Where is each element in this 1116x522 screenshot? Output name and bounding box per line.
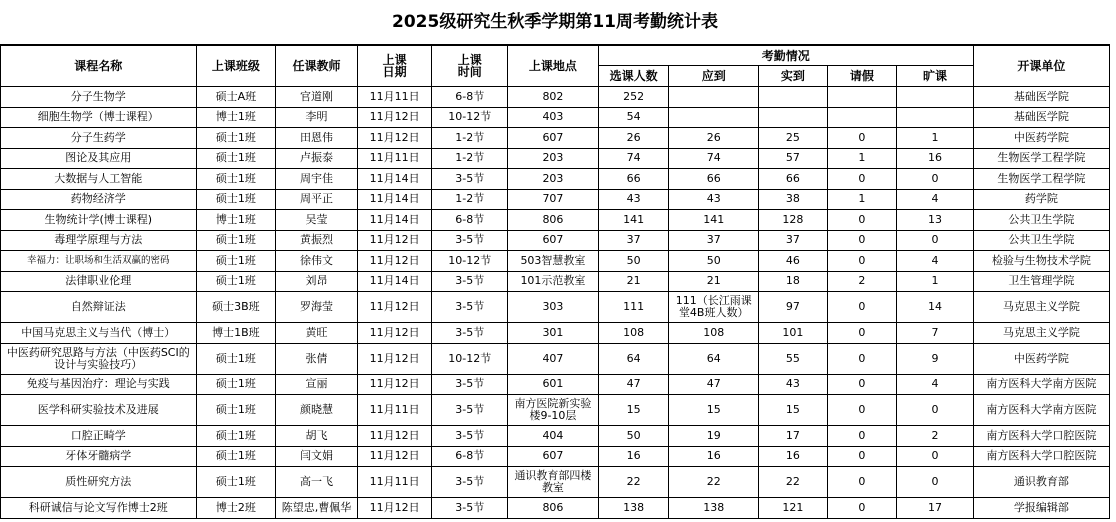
header-teacher: 任课教师 — [276, 46, 358, 87]
cell-enrolled: 252 — [598, 87, 669, 108]
cell-unit: 马克思主义学院 — [973, 292, 1109, 323]
cell-absent: 4 — [897, 189, 974, 210]
cell-class: 硕士1班 — [196, 271, 276, 292]
cell-actual: 101 — [759, 323, 828, 344]
cell-unit: 基础医学院 — [973, 87, 1109, 108]
cell-course: 图论及其应用 — [1, 148, 197, 169]
cell-leave: 0 — [827, 467, 897, 498]
header-date: 上课日期 — [357, 46, 432, 87]
cell-location: 403 — [508, 107, 599, 128]
cell-absent: 0 — [897, 467, 974, 498]
table-row — [1, 323, 1110, 344]
cell-teacher: 徐伟文 — [276, 251, 358, 272]
cell-leave: 2 — [827, 271, 897, 292]
cell-course: 幸福力：让职场和生活双赢的密码 — [1, 251, 197, 272]
cell-actual: 38 — [759, 189, 828, 210]
header-attendance-group: 考勤情况 — [598, 46, 973, 66]
cell-date: 11月11日 — [357, 148, 432, 169]
cell-absent: 0 — [897, 230, 974, 251]
cell-location: 203 — [508, 169, 599, 190]
cell-absent — [897, 87, 974, 108]
cell-location: 607 — [508, 230, 599, 251]
cell-course: 科研诚信与论文写作博士2班 — [1, 498, 197, 519]
cell-actual: 43 — [759, 374, 828, 395]
cell-teacher: 颜晓慧 — [276, 395, 358, 426]
cell-expected — [669, 107, 759, 128]
table-row — [1, 189, 1110, 210]
cell-location: 607 — [508, 446, 599, 467]
cell-actual: 128 — [759, 210, 828, 231]
cell-time: 3-5节 — [432, 467, 508, 498]
cell-class: 硕士1班 — [196, 251, 276, 272]
cell-leave: 0 — [827, 446, 897, 467]
cell-date: 11月12日 — [357, 230, 432, 251]
table-row — [1, 271, 1110, 292]
cell-unit: 公共卫生学院 — [973, 210, 1109, 231]
cell-course: 分子生物学 — [1, 87, 197, 108]
cell-actual — [759, 87, 828, 108]
cell-actual: 15 — [759, 395, 828, 426]
cell-course: 自然辩证法 — [1, 292, 197, 323]
attendance-table — [0, 45, 1110, 519]
cell-location: 607 — [508, 128, 599, 149]
cell-unit: 生物医学工程学院 — [973, 148, 1109, 169]
cell-class: 硕士1班 — [196, 426, 276, 447]
cell-date: 11月12日 — [357, 498, 432, 519]
cell-time: 3-5节 — [432, 395, 508, 426]
cell-expected: 15 — [669, 395, 759, 426]
cell-location: 707 — [508, 189, 599, 210]
cell-leave: 1 — [827, 189, 897, 210]
cell-unit: 南方医科大学南方医院 — [973, 395, 1109, 426]
cell-time: 3-5节 — [432, 498, 508, 519]
table-row — [1, 498, 1110, 519]
cell-teacher: 刘昂 — [276, 271, 358, 292]
cell-location: 806 — [508, 498, 599, 519]
cell-actual: 57 — [759, 148, 828, 169]
cell-actual: 25 — [759, 128, 828, 149]
cell-location: 南方医院新实验楼9-10层 — [508, 395, 599, 426]
cell-class: 硕士1班 — [196, 395, 276, 426]
cell-leave: 0 — [827, 498, 897, 519]
cell-class: 博士1班 — [196, 210, 276, 231]
cell-teacher: 胡飞 — [276, 426, 358, 447]
cell-actual: 16 — [759, 446, 828, 467]
header-course: 课程名称 — [1, 46, 197, 87]
cell-expected: 64 — [669, 343, 759, 374]
cell-expected: 108 — [669, 323, 759, 344]
cell-leave: 0 — [827, 343, 897, 374]
cell-enrolled: 50 — [598, 251, 669, 272]
cell-unit: 南方医科大学口腔医院 — [973, 426, 1109, 447]
cell-unit: 中医药学院 — [973, 128, 1109, 149]
cell-unit: 公共卫生学院 — [973, 230, 1109, 251]
cell-leave — [827, 87, 897, 108]
cell-time: 10-12节 — [432, 343, 508, 374]
cell-expected: 37 — [669, 230, 759, 251]
cell-teacher: 宣丽 — [276, 374, 358, 395]
cell-leave: 1 — [827, 148, 897, 169]
cell-date: 11月11日 — [357, 467, 432, 498]
header-location: 上课地点 — [508, 46, 599, 87]
cell-time: 10-12节 — [432, 107, 508, 128]
cell-absent: 13 — [897, 210, 974, 231]
cell-course: 医学科研实验技术及进展 — [1, 395, 197, 426]
cell-location: 404 — [508, 426, 599, 447]
cell-enrolled: 15 — [598, 395, 669, 426]
cell-leave: 0 — [827, 426, 897, 447]
cell-class: 博士1班 — [196, 107, 276, 128]
cell-unit: 学报编辑部 — [973, 498, 1109, 519]
table-row — [1, 467, 1110, 498]
cell-course: 生物统计学(博士课程) — [1, 210, 197, 231]
cell-course: 法律职业伦理 — [1, 271, 197, 292]
cell-class: 博士1B班 — [196, 323, 276, 344]
cell-teacher: 周宇佳 — [276, 169, 358, 190]
cell-location: 303 — [508, 292, 599, 323]
cell-unit: 南方医科大学南方医院 — [973, 374, 1109, 395]
cell-course: 口腔正畸学 — [1, 426, 197, 447]
cell-time: 3-5节 — [432, 323, 508, 344]
cell-absent: 1 — [897, 128, 974, 149]
cell-enrolled: 16 — [598, 446, 669, 467]
table-row — [1, 128, 1110, 149]
cell-actual: 18 — [759, 271, 828, 292]
cell-course: 分子生药学 — [1, 128, 197, 149]
cell-teacher: 张倩 — [276, 343, 358, 374]
table-row — [1, 374, 1110, 395]
cell-actual: 22 — [759, 467, 828, 498]
cell-time: 10-12节 — [432, 251, 508, 272]
cell-absent: 0 — [897, 395, 974, 426]
cell-enrolled: 74 — [598, 148, 669, 169]
sheet-title: 2025级研究生秋季学期第11周考勤统计表 — [0, 0, 1110, 45]
cell-actual: 37 — [759, 230, 828, 251]
cell-location: 101示范教室 — [508, 271, 599, 292]
cell-unit: 基础医学院 — [973, 107, 1109, 128]
cell-course: 质性研究方法 — [1, 467, 197, 498]
cell-teacher: 官道刚 — [276, 87, 358, 108]
cell-date: 11月12日 — [357, 292, 432, 323]
cell-class: 硕士3B班 — [196, 292, 276, 323]
cell-absent: 4 — [897, 374, 974, 395]
cell-course: 毒理学原理与方法 — [1, 230, 197, 251]
cell-absent: 16 — [897, 148, 974, 169]
cell-enrolled: 21 — [598, 271, 669, 292]
cell-absent: 2 — [897, 426, 974, 447]
cell-leave — [827, 107, 897, 128]
cell-actual: 66 — [759, 169, 828, 190]
cell-time: 3-5节 — [432, 230, 508, 251]
cell-teacher: 李明 — [276, 107, 358, 128]
cell-date: 11月14日 — [357, 271, 432, 292]
cell-location: 806 — [508, 210, 599, 231]
header-enrolled: 选课人数 — [598, 66, 669, 87]
cell-expected: 50 — [669, 251, 759, 272]
cell-enrolled: 26 — [598, 128, 669, 149]
cell-location: 802 — [508, 87, 599, 108]
cell-location: 407 — [508, 343, 599, 374]
cell-teacher: 闫文娟 — [276, 446, 358, 467]
header-class: 上课班级 — [196, 46, 276, 87]
cell-enrolled: 66 — [598, 169, 669, 190]
table-row — [1, 395, 1110, 426]
cell-expected: 16 — [669, 446, 759, 467]
cell-time: 6-8节 — [432, 87, 508, 108]
cell-expected: 141 — [669, 210, 759, 231]
table-row — [1, 292, 1110, 323]
cell-absent: 17 — [897, 498, 974, 519]
cell-date: 11月12日 — [357, 426, 432, 447]
cell-enrolled: 108 — [598, 323, 669, 344]
cell-teacher: 黄旺 — [276, 323, 358, 344]
cell-date: 11月12日 — [357, 446, 432, 467]
cell-teacher: 罗海莹 — [276, 292, 358, 323]
cell-expected: 22 — [669, 467, 759, 498]
cell-date: 11月14日 — [357, 210, 432, 231]
cell-class: 硕士1班 — [196, 169, 276, 190]
cell-unit: 马克思主义学院 — [973, 323, 1109, 344]
cell-leave: 0 — [827, 374, 897, 395]
cell-leave: 0 — [827, 395, 897, 426]
cell-leave: 0 — [827, 169, 897, 190]
cell-date: 11月12日 — [357, 128, 432, 149]
cell-unit: 通识教育部 — [973, 467, 1109, 498]
table-row — [1, 343, 1110, 374]
cell-time: 6-8节 — [432, 446, 508, 467]
cell-absent: 0 — [897, 446, 974, 467]
table-row — [1, 210, 1110, 231]
cell-unit: 南方医科大学口腔医院 — [973, 446, 1109, 467]
cell-class: 硕士1班 — [196, 374, 276, 395]
cell-expected: 47 — [669, 374, 759, 395]
cell-date: 11月12日 — [357, 107, 432, 128]
cell-class: 硕士1班 — [196, 446, 276, 467]
cell-class: 博士2班 — [196, 498, 276, 519]
header-leave: 请假 — [827, 66, 897, 87]
header-absent: 旷课 — [897, 66, 974, 87]
cell-class: 硕士1班 — [196, 230, 276, 251]
cell-time: 3-5节 — [432, 426, 508, 447]
cell-location: 203 — [508, 148, 599, 169]
cell-course: 中医药研究思路与方法（中医药SCI的设计与实验技巧） — [1, 343, 197, 374]
cell-time: 3-5节 — [432, 374, 508, 395]
cell-teacher: 黄振烈 — [276, 230, 358, 251]
cell-actual: 46 — [759, 251, 828, 272]
cell-date: 11月12日 — [357, 343, 432, 374]
cell-absent: 9 — [897, 343, 974, 374]
cell-class: 硕士1班 — [196, 148, 276, 169]
table-row — [1, 446, 1110, 467]
cell-date: 11月14日 — [357, 189, 432, 210]
cell-absent: 1 — [897, 271, 974, 292]
table-row — [1, 230, 1110, 251]
cell-enrolled: 43 — [598, 189, 669, 210]
cell-time: 3-5节 — [432, 169, 508, 190]
header-expected: 应到 — [669, 66, 759, 87]
cell-location: 503智慧教室 — [508, 251, 599, 272]
cell-enrolled: 54 — [598, 107, 669, 128]
cell-expected: 74 — [669, 148, 759, 169]
cell-time: 1-2节 — [432, 148, 508, 169]
cell-course: 牙体牙髓病学 — [1, 446, 197, 467]
cell-unit: 药学院 — [973, 189, 1109, 210]
cell-actual: 121 — [759, 498, 828, 519]
cell-date: 11月14日 — [357, 169, 432, 190]
table-row — [1, 87, 1110, 108]
cell-enrolled: 138 — [598, 498, 669, 519]
cell-date: 11月12日 — [357, 251, 432, 272]
cell-location: 通识教育部四楼教室 — [508, 467, 599, 498]
cell-expected — [669, 87, 759, 108]
table-row — [1, 169, 1110, 190]
cell-class: 硕士1班 — [196, 128, 276, 149]
cell-teacher: 周平正 — [276, 189, 358, 210]
cell-unit: 生物医学工程学院 — [973, 169, 1109, 190]
cell-absent: 4 — [897, 251, 974, 272]
cell-time: 3-5节 — [432, 292, 508, 323]
cell-leave: 0 — [827, 128, 897, 149]
cell-teacher: 高一飞 — [276, 467, 358, 498]
cell-leave: 0 — [827, 292, 897, 323]
cell-expected: 138 — [669, 498, 759, 519]
table-body — [1, 87, 1110, 519]
header-row-1 — [1, 46, 1110, 66]
cell-teacher: 吴莹 — [276, 210, 358, 231]
cell-class: 硕士1班 — [196, 343, 276, 374]
cell-location: 301 — [508, 323, 599, 344]
cell-absent: 7 — [897, 323, 974, 344]
cell-date: 11月11日 — [357, 395, 432, 426]
cell-time: 6-8节 — [432, 210, 508, 231]
cell-class: 硕士A班 — [196, 87, 276, 108]
cell-enrolled: 37 — [598, 230, 669, 251]
cell-leave: 0 — [827, 210, 897, 231]
header-time: 上课时间 — [432, 46, 508, 87]
cell-expected: 66 — [669, 169, 759, 190]
cell-enrolled: 64 — [598, 343, 669, 374]
cell-actual: 55 — [759, 343, 828, 374]
cell-location: 601 — [508, 374, 599, 395]
cell-course: 细胞生物学（博士课程） — [1, 107, 197, 128]
cell-unit: 检验与生物技术学院 — [973, 251, 1109, 272]
header-unit: 开课单位 — [973, 46, 1109, 87]
cell-leave: 0 — [827, 251, 897, 272]
cell-expected: 26 — [669, 128, 759, 149]
header-actual: 实到 — [759, 66, 828, 87]
cell-date: 11月11日 — [357, 87, 432, 108]
cell-class: 硕士1班 — [196, 189, 276, 210]
table-row — [1, 107, 1110, 128]
cell-expected: 43 — [669, 189, 759, 210]
cell-absent: 0 — [897, 169, 974, 190]
cell-time: 1-2节 — [432, 189, 508, 210]
cell-leave: 0 — [827, 230, 897, 251]
table-row — [1, 426, 1110, 447]
cell-unit: 卫生管理学院 — [973, 271, 1109, 292]
cell-date: 11月12日 — [357, 374, 432, 395]
cell-actual — [759, 107, 828, 128]
cell-enrolled: 47 — [598, 374, 669, 395]
table-row — [1, 251, 1110, 272]
cell-actual: 17 — [759, 426, 828, 447]
cell-enrolled: 141 — [598, 210, 669, 231]
cell-time: 3-5节 — [432, 271, 508, 292]
cell-date: 11月12日 — [357, 323, 432, 344]
cell-actual: 97 — [759, 292, 828, 323]
cell-teacher: 陈望忠,曹佩华 — [276, 498, 358, 519]
cell-leave: 0 — [827, 323, 897, 344]
cell-course: 中国马克思主义与当代（博士） — [1, 323, 197, 344]
cell-class: 硕士1班 — [196, 467, 276, 498]
cell-course: 免疫与基因治疗：理论与实践 — [1, 374, 197, 395]
cell-course: 大数据与人工智能 — [1, 169, 197, 190]
cell-unit: 中医药学院 — [973, 343, 1109, 374]
cell-expected: 111（长江雨课堂4B班人数） — [669, 292, 759, 323]
cell-expected: 21 — [669, 271, 759, 292]
cell-expected: 19 — [669, 426, 759, 447]
cell-enrolled: 111 — [598, 292, 669, 323]
cell-teacher: 田恩伟 — [276, 128, 358, 149]
cell-teacher: 卢振泰 — [276, 148, 358, 169]
cell-time: 1-2节 — [432, 128, 508, 149]
table-row — [1, 148, 1110, 169]
cell-absent — [897, 107, 974, 128]
cell-enrolled: 22 — [598, 467, 669, 498]
cell-course: 药物经济学 — [1, 189, 197, 210]
cell-enrolled: 50 — [598, 426, 669, 447]
cell-absent: 14 — [897, 292, 974, 323]
